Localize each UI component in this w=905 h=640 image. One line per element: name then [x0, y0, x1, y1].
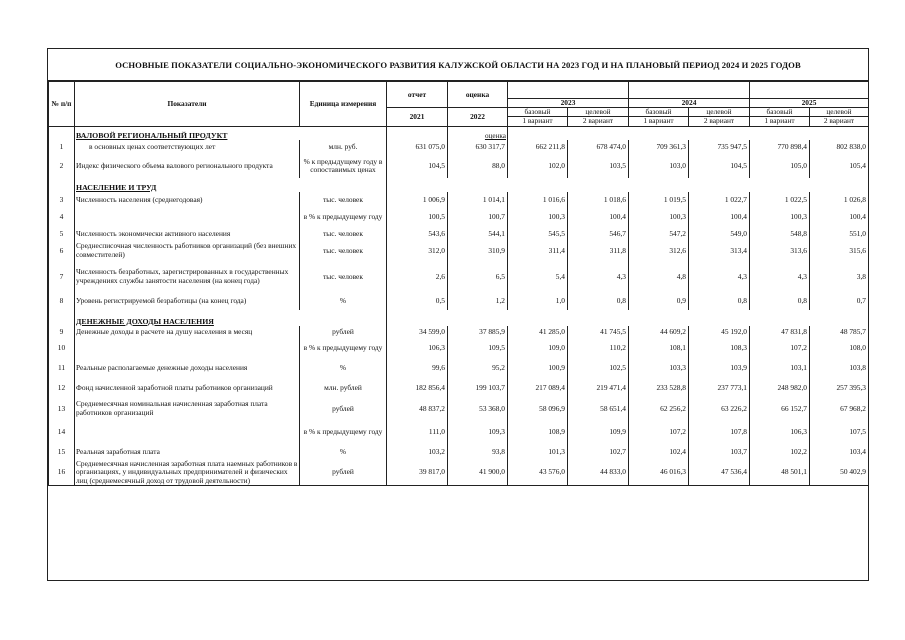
row-value: 62 256,2	[629, 398, 689, 419]
row-value: 549,0	[689, 227, 750, 240]
row-indicator-name: Среднесписочная численность работников организаций (без внешних совместителей)	[75, 240, 300, 261]
row-value: 95,2	[448, 358, 508, 378]
row-indicator-name	[75, 207, 300, 227]
row-value: 100,3	[508, 207, 568, 227]
row-value: 47 536,4	[689, 460, 750, 485]
year-header-2021: 2021	[387, 108, 448, 126]
row-value: 217 089,4	[508, 378, 568, 398]
row-indicator-name	[75, 338, 300, 358]
row-value: 1 014,1	[448, 192, 508, 207]
row-value: 313,6	[750, 240, 810, 261]
variant-target: целевой	[568, 108, 629, 117]
row-unit: тыс. человек	[300, 227, 387, 240]
row-value: 547,2	[629, 227, 689, 240]
row-value: 108,3	[689, 338, 750, 358]
document-sheet	[47, 48, 869, 581]
row-value: 100,4	[568, 207, 629, 227]
row-number: 10	[49, 338, 75, 358]
row-value: 103,5	[568, 154, 629, 178]
row-value: 103,3	[629, 358, 689, 378]
row-unit: %	[300, 444, 387, 460]
row-number: 6	[49, 240, 75, 261]
variant-target: целевой	[689, 108, 750, 117]
table-row	[49, 358, 869, 378]
row-value: 103,1	[750, 358, 810, 378]
row-number: 5	[49, 227, 75, 240]
row-value: 34 599,0	[387, 326, 448, 338]
row-value: 104,5	[387, 154, 448, 178]
variant-base: базовый	[750, 108, 810, 117]
row-number: 3	[49, 192, 75, 207]
row-value: 108,9	[508, 419, 568, 444]
row-value: 0,8	[568, 292, 629, 310]
row-value: 107,2	[629, 419, 689, 444]
row-value: 1 019,5	[629, 192, 689, 207]
row-value: 39 817,0	[387, 460, 448, 485]
row-value: 630 317,7	[448, 140, 508, 154]
table-row	[49, 154, 869, 178]
row-value: 546,7	[568, 227, 629, 240]
row-value: 311,4	[508, 240, 568, 261]
row-value: 107,2	[750, 338, 810, 358]
row-unit: %	[300, 292, 387, 310]
row-value: 50 402,9	[810, 460, 869, 485]
row-indicator-name: Численность населения (среднегодовая)	[75, 192, 300, 207]
section-row	[49, 178, 869, 192]
row-value: 1 016,6	[508, 192, 568, 207]
row-value: 6,5	[448, 261, 508, 292]
variant-2: 2 вариант	[810, 117, 869, 126]
row-value: 5,4	[508, 261, 568, 292]
row-value: 219 471,4	[568, 378, 629, 398]
row-number: 14	[49, 419, 75, 444]
col-header-num: № п/п	[49, 82, 75, 127]
row-value: 312,0	[387, 240, 448, 261]
row-value: 311,8	[568, 240, 629, 261]
section-title: НАСЕЛЕНИЕ И ТРУД	[75, 178, 387, 192]
row-value: 44 833,0	[568, 460, 629, 485]
row-value: 4,3	[750, 261, 810, 292]
row-value: 313,4	[689, 240, 750, 261]
col-header-indicator: Показатели	[75, 82, 300, 127]
section-filler	[508, 126, 869, 140]
table-row	[49, 419, 869, 444]
row-indicator-name: Индекс физического объема валового регионального продукта	[75, 154, 300, 178]
row-unit: рублей	[300, 398, 387, 419]
section-filler	[387, 126, 448, 140]
row-indicator-name: Реальная заработная плата	[75, 444, 300, 460]
row-value: 45 192,0	[689, 326, 750, 338]
row-value: 107,5	[810, 419, 869, 444]
row-value: 44 609,2	[629, 326, 689, 338]
row-value: 103,8	[810, 358, 869, 378]
row-number: 1	[49, 140, 75, 154]
row-number: 13	[49, 398, 75, 419]
row-value: 88,0	[448, 154, 508, 178]
row-value: 108,0	[810, 338, 869, 358]
variant-base: базовый	[508, 108, 568, 117]
variant-1: 1 вариант	[750, 117, 810, 126]
row-value: 100,3	[750, 207, 810, 227]
row-value: 4,8	[629, 261, 689, 292]
row-value: 103,9	[689, 358, 750, 378]
table-body	[49, 126, 869, 485]
row-unit: в % к предыдущему году	[300, 207, 387, 227]
row-value: 102,0	[508, 154, 568, 178]
row-value: 46 016,3	[629, 460, 689, 485]
indicators-table	[48, 81, 869, 486]
row-value: 63 226,2	[689, 398, 750, 419]
row-value: 58 651,4	[568, 398, 629, 419]
row-value: 103,0	[629, 154, 689, 178]
row-value: 109,9	[568, 419, 629, 444]
row-number: 16	[49, 460, 75, 485]
row-value: 41 745,5	[568, 326, 629, 338]
row-indicator-name: Среднемесячная номинальная начисленная заработная плата работников организаций	[75, 398, 300, 419]
row-value: 631 075,0	[387, 140, 448, 154]
table-row	[49, 292, 869, 310]
row-unit: млн. рублей	[300, 378, 387, 398]
row-unit: тыс. человек	[300, 192, 387, 207]
table-row	[49, 240, 869, 261]
row-unit: %	[300, 358, 387, 378]
col-header-unit: Единица измерения	[300, 82, 387, 127]
row-value: 0,7	[810, 292, 869, 310]
row-value: 312,6	[629, 240, 689, 261]
row-value: 100,7	[448, 207, 508, 227]
table-row	[49, 326, 869, 338]
row-value: 48 501,1	[750, 460, 810, 485]
row-value: 48 837,2	[387, 398, 448, 419]
row-value: 100,4	[810, 207, 869, 227]
row-value: 47 831,8	[750, 326, 810, 338]
row-value: 102,7	[568, 444, 629, 460]
document-title: ОСНОВНЫЕ ПОКАЗАТЕЛИ СОЦИАЛЬНО-ЭКОНОМИЧЕСКОГО РАЗВИТИЯ КАЛУЖСКОЙ ОБЛАСТИ НА 2023 ГОД И НА ПЛАНОВЫЙ ПЕРИОД 2024 И 2025 ГОДОВ	[48, 49, 868, 81]
row-value: 237 773,1	[689, 378, 750, 398]
row-value: 106,3	[387, 338, 448, 358]
row-indicator-name	[75, 419, 300, 444]
row-value: 43 576,0	[508, 460, 568, 485]
row-value: 41 285,0	[508, 326, 568, 338]
row-value: 257 395,3	[810, 378, 869, 398]
row-value: 4,3	[568, 261, 629, 292]
section-title: ДЕНЕЖНЫЕ ДОХОДЫ НАСЕЛЕНИЯ	[75, 310, 387, 326]
row-value: 1 022,5	[750, 192, 810, 207]
row-value: 551,0	[810, 227, 869, 240]
variant-base: базовый	[629, 108, 689, 117]
row-number: 2	[49, 154, 75, 178]
table-row	[49, 378, 869, 398]
row-indicator-name: Реальные располагаемые денежные доходы населения	[75, 358, 300, 378]
row-value: 199 103,7	[448, 378, 508, 398]
table-row	[49, 338, 869, 358]
row-number: 9	[49, 326, 75, 338]
section-title: ВАЛОВОЙ РЕГИОНАЛЬНЫЙ ПРОДУКТ	[75, 126, 387, 140]
table-row	[49, 192, 869, 207]
row-value: 770 898,4	[750, 140, 810, 154]
row-value: 93,8	[448, 444, 508, 460]
row-value: 4,3	[689, 261, 750, 292]
row-value: 37 885,9	[448, 326, 508, 338]
row-value: 100,3	[629, 207, 689, 227]
row-unit: тыс. человек	[300, 261, 387, 292]
row-value: 0,8	[689, 292, 750, 310]
section-row	[49, 310, 869, 326]
year-header-2025: 2025	[750, 99, 869, 108]
row-value: 1 018,6	[568, 192, 629, 207]
row-value: 100,9	[508, 358, 568, 378]
section-row	[49, 126, 869, 140]
row-value: 105,0	[750, 154, 810, 178]
table-row	[49, 207, 869, 227]
row-value: 100,5	[387, 207, 448, 227]
row-unit: рублей	[300, 326, 387, 338]
row-indicator-name: Уровень регистрируемой безработицы (на конец года)	[75, 292, 300, 310]
row-value: 2,6	[387, 261, 448, 292]
row-value: 104,5	[689, 154, 750, 178]
section-num-cell	[49, 310, 75, 326]
row-indicator-name: Численность экономически активного населения	[75, 227, 300, 240]
row-value: 110,2	[568, 338, 629, 358]
row-unit: тыс. человек	[300, 240, 387, 261]
row-value: 109,0	[508, 338, 568, 358]
row-value: 1 022,7	[689, 192, 750, 207]
row-value: 1 026,8	[810, 192, 869, 207]
variant-1: 1 вариант	[508, 117, 568, 126]
year-header-2023: 2023	[508, 99, 629, 108]
row-value: 48 785,7	[810, 326, 869, 338]
row-value: 103,2	[387, 444, 448, 460]
section-filler	[387, 310, 869, 326]
col-header-estimate: оценка	[448, 82, 508, 108]
row-value: 102,4	[629, 444, 689, 460]
year-header-2024: 2024	[629, 99, 750, 108]
row-value: 802 838,0	[810, 140, 869, 154]
row-value: 66 152,7	[750, 398, 810, 419]
row-value: 735 947,5	[689, 140, 750, 154]
row-value: 41 900,0	[448, 460, 508, 485]
ocenka-note: оценка	[484, 131, 506, 140]
row-value: 105,4	[810, 154, 869, 178]
row-value: 99,6	[387, 358, 448, 378]
row-value: 678 474,0	[568, 140, 629, 154]
table-row	[49, 460, 869, 485]
row-value: 248 982,0	[750, 378, 810, 398]
row-indicator-name: Среднемесячная начисленная заработная плата наемных работников в организациях, у индивидуальных предпринимателей и физических лиц (среднемесячный доход от трудовой деятельности)	[75, 460, 300, 485]
row-indicator-name: в основных ценах соответствующих лет	[75, 140, 300, 154]
table-row	[49, 140, 869, 154]
row-value: 1 006,9	[387, 192, 448, 207]
row-unit: рублей	[300, 460, 387, 485]
row-number: 4	[49, 207, 75, 227]
row-indicator-name: Фонд начисленной заработной платы работников организаций	[75, 378, 300, 398]
row-value: 100,4	[689, 207, 750, 227]
table-row	[49, 261, 869, 292]
row-unit: в % к предыдущему году	[300, 338, 387, 358]
row-value: 709 361,3	[629, 140, 689, 154]
row-value: 545,5	[508, 227, 568, 240]
row-value: 1,2	[448, 292, 508, 310]
row-value: 107,8	[689, 419, 750, 444]
table-row	[49, 444, 869, 460]
row-value: 58 096,9	[508, 398, 568, 419]
row-number: 11	[49, 358, 75, 378]
row-value: 109,3	[448, 419, 508, 444]
variant-2: 2 вариант	[689, 117, 750, 126]
row-value: 548,8	[750, 227, 810, 240]
row-value: 108,1	[629, 338, 689, 358]
row-unit: % к предыдущему году в сопоставимых ценах	[300, 154, 387, 178]
row-value: 315,6	[810, 240, 869, 261]
row-number: 12	[49, 378, 75, 398]
row-value: 1,0	[508, 292, 568, 310]
row-value: 182 856,4	[387, 378, 448, 398]
row-unit: в % к предыдущему году	[300, 419, 387, 444]
row-value: 106,3	[750, 419, 810, 444]
row-value: 102,2	[750, 444, 810, 460]
row-number: 7	[49, 261, 75, 292]
row-value: 233 528,8	[629, 378, 689, 398]
row-value: 310,9	[448, 240, 508, 261]
variant-2: 2 вариант	[568, 117, 629, 126]
row-number: 8	[49, 292, 75, 310]
row-value: 67 968,2	[810, 398, 869, 419]
row-indicator-name: Численность безработных, зарегистрированных в государственных учреждениях службы занятости населения (на конец года)	[75, 261, 300, 292]
section-filler	[387, 178, 869, 192]
row-value: 111,0	[387, 419, 448, 444]
row-value: 0,9	[629, 292, 689, 310]
row-value: 53 368,0	[448, 398, 508, 419]
row-value: 543,6	[387, 227, 448, 240]
row-value: 101,3	[508, 444, 568, 460]
row-value: 103,7	[689, 444, 750, 460]
section-num-cell	[49, 178, 75, 192]
row-value: 3,8	[810, 261, 869, 292]
row-value: 0,5	[387, 292, 448, 310]
row-value: 662 211,8	[508, 140, 568, 154]
year-header-2022: 2022	[448, 108, 508, 126]
variant-1: 1 вариант	[629, 117, 689, 126]
section-filler	[448, 126, 508, 140]
variant-target: целевой	[810, 108, 869, 117]
row-value: 102,5	[568, 358, 629, 378]
section-num-cell	[49, 126, 75, 140]
row-unit: млн. руб.	[300, 140, 387, 154]
row-value: 103,4	[810, 444, 869, 460]
row-number: 15	[49, 444, 75, 460]
row-value: 544,1	[448, 227, 508, 240]
row-value: 109,5	[448, 338, 508, 358]
row-indicator-name: Денежные доходы в расчете на душу населения в месяц	[75, 326, 300, 338]
table-row	[49, 227, 869, 240]
row-value: 0,8	[750, 292, 810, 310]
table-row	[49, 398, 869, 419]
col-header-report: отчет	[387, 82, 448, 108]
